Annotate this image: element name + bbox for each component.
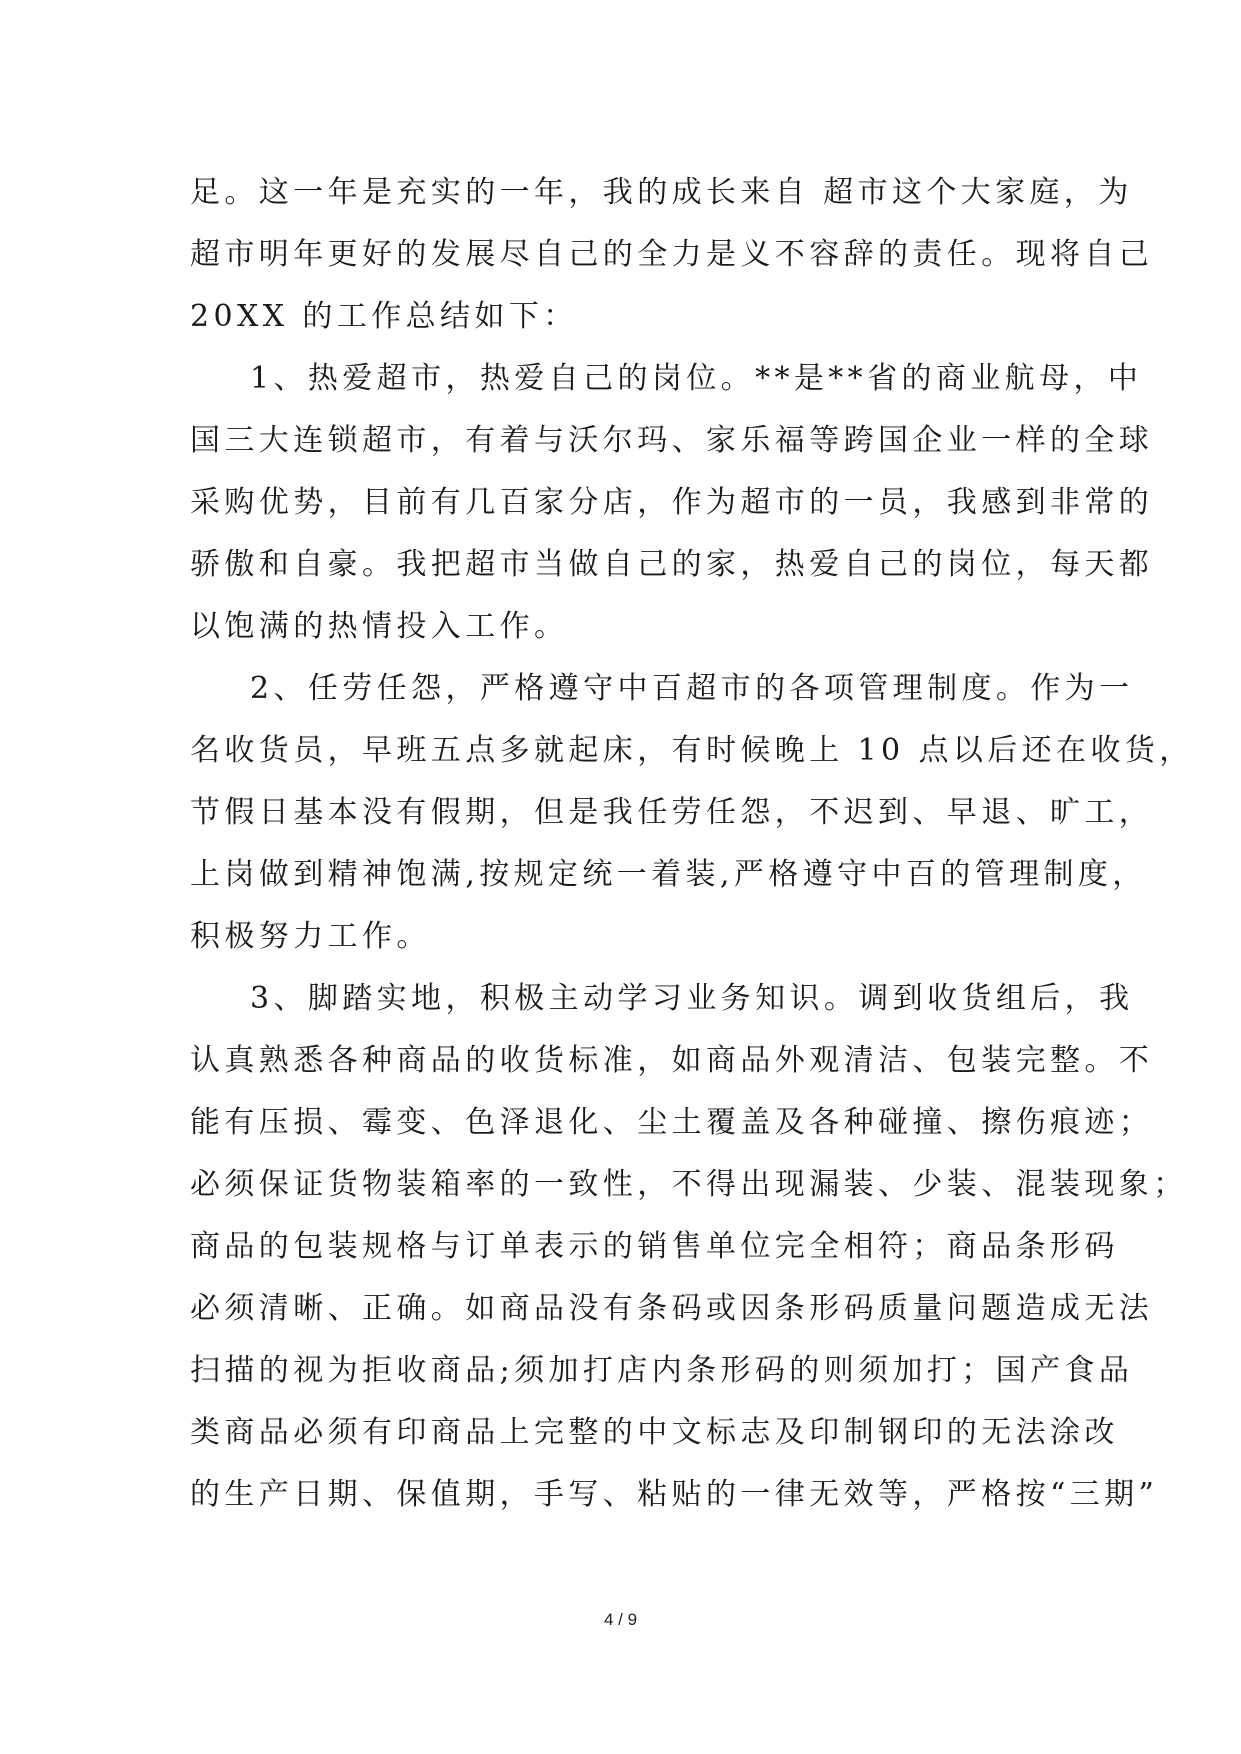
- paragraph-3-first-line: 3、脚踏实地，积极主动学习业务知识。调到收货组后，我: [250, 981, 1134, 1016]
- text-line: 上岗做到精神饱满,按规定统一着装,严格遵守中百的管理制度，: [190, 857, 1147, 892]
- text-line: 必须清晰、正确。如商品没有条码或因条形码质量问题造成无法: [190, 1291, 1154, 1326]
- text-line: 的生产日期、保值期，手写、粘贴的一律无效等，严格按“三期”: [190, 1477, 1159, 1512]
- text-line: 20XX 的工作总结如下：: [190, 299, 578, 334]
- page-number: 4 / 9: [603, 1610, 638, 1629]
- text-line: 扫描的视为拒收商品;须加打店内条形码的则须加打；国产食品: [190, 1353, 1134, 1388]
- text-line: 必须保证货物装箱率的一致性，不得出现漏装、少装、混装现象；: [190, 1167, 1188, 1202]
- text-line: 类商品必须有印商品上完整的中文标志及印制钢印的无法涂改: [190, 1415, 1119, 1450]
- text-line: 认真熟悉各种商品的收货标准，如商品外观清洁、包装完整。不: [190, 1043, 1154, 1078]
- text-line: 足。这一年是充实的一年，我的成长来自 超市这个大家庭，为: [190, 175, 1133, 210]
- text-line: 超市明年更好的发展尽自己的全力是义不容辞的责任。现将自己: [190, 237, 1154, 272]
- text-line: 国三大连锁超市，有着与沃尔玛、家乐福等跨国企业一样的全球: [190, 423, 1154, 458]
- document-body: [190, 162, 1194, 1526]
- text-line: 采购优势，目前有几百家分店，作为超市的一员，我感到非常的: [190, 485, 1154, 520]
- text-line: 名收货员，早班五点多就起床，有时候晚上 10 点以后还在收货，: [190, 733, 1194, 768]
- text-line: 能有压损、霉变、色泽退化、尘土覆盖及各种碰撞、擦伤痕迹；: [190, 1105, 1154, 1140]
- paragraph-1-first-line: 1、热爱超市，热爱自己的岗位。**是**省的商业航母，中: [250, 361, 1143, 396]
- text-line: 节假日基本没有假期，但是我任劳任怨，不迟到、早退、旷工，: [190, 795, 1154, 830]
- text-line: 商品的包装规格与订单表示的销售单位完全相符；商品条形码: [190, 1229, 1119, 1264]
- paragraph-2-first-line: 2、任劳任怨，严格遵守中百超市的各项管理制度。作为一: [250, 671, 1134, 706]
- text-line: 积极努力工作。: [190, 919, 431, 954]
- text-line: 以饱满的热情投入工作。: [190, 609, 569, 644]
- text-line: 骄傲和自豪。我把超市当做自己的家，热爱自己的岗位，每天都: [190, 547, 1154, 582]
